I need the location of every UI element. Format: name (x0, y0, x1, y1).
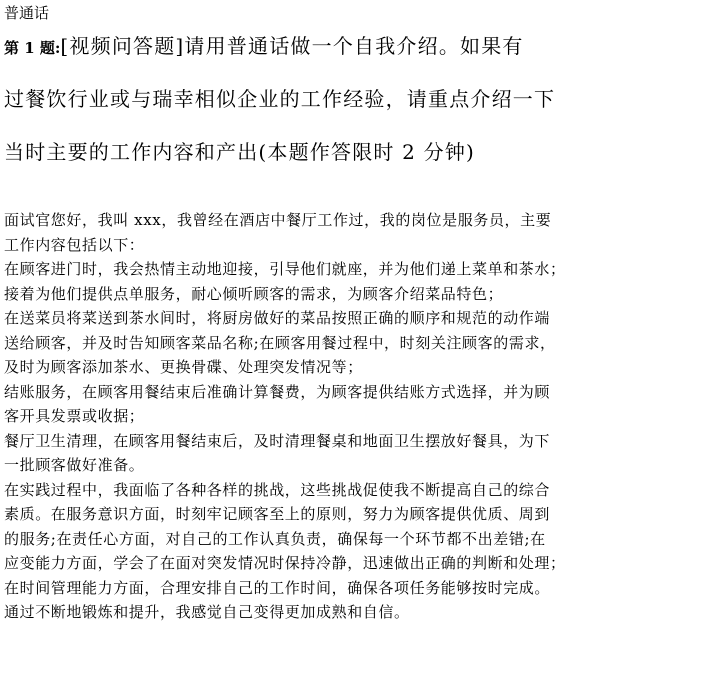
question-text: [视频问答题]请用普通话做一个自我介绍。如果有 (60, 34, 524, 58)
answer-line: 结账服务，在顾客用餐结束后准确计算餐费，为顾客提供结账方式选择，并为顾 (4, 382, 551, 401)
question-line: 当时主要的工作内容和产出(本题作答限时 2 分钟) (4, 140, 476, 164)
language-label: 普通话 (4, 4, 50, 22)
question-number: 第 1 题: (4, 39, 61, 57)
answer-line: 送给顾客，并及时告知顾客菜品名称;在顾客用餐过程中，时刻关注顾客的需求， (4, 333, 556, 352)
answer-line: 通过不断地锻炼和提升，我感觉自己变得更加成熟和自信。 (4, 603, 410, 621)
answer-line: 素质。在服务意识方面，时刻牢记顾客至上的原则，努力为顾客提供优质、周到 (4, 505, 551, 523)
question-line (4, 32, 714, 60)
answer-line: 及时为顾客添加茶水、更换骨碟、处理突发情况等； (4, 358, 363, 376)
answer-line: 在送菜员将菜送到茶水间时，将厨房做好的菜品按照正确的顺序和规范的动作端 (4, 309, 551, 327)
answer-line: 的服务;在责任心方面，对自己的工作认真负责，确保每一个环节都不出差错;在 (4, 529, 546, 548)
answer-line: 应变能力方面，学会了在面对突发情况时保持冷静，迅速做出正确的判断和处理； (4, 554, 566, 572)
answer-line: 在实践过程中，我面临了各种各样的挑战，这些挑战促使我不断提高自己的综合 (4, 480, 551, 499)
answer-line: 一批顾客做好准备。 (4, 456, 145, 474)
answer-line: 工作内容包括以下： (4, 235, 145, 254)
answer-line: 在顾客进门时，我会热情主动地迎接，引导他们就座，并为他们递上菜单和茶水； (4, 260, 566, 278)
answer-line: 面试官您好，我叫 xxx，我曾经在酒店中餐厅工作过，我的岗位是服务员，主要 (4, 211, 552, 229)
answer-line: 在时间管理能力方面，合理安排自己的工作时间，确保各项任务能够按时完成。 (4, 578, 551, 597)
question-block (4, 32, 714, 191)
answer-line: 接着为他们提供点单服务，耐心倾听顾客的需求，为顾客介绍菜品特色； (4, 284, 504, 303)
answer-line: 客开具发票或收据； (4, 407, 145, 425)
answer-line: 餐厅卫生清理，在顾客用餐结束后，及时清理餐桌和地面卫生摆放好餐具，为下 (4, 431, 551, 450)
question-line: 过餐饮行业或与瑞幸相似企业的工作经验，请重点介绍一下 (4, 87, 556, 111)
answer-block (4, 208, 714, 625)
